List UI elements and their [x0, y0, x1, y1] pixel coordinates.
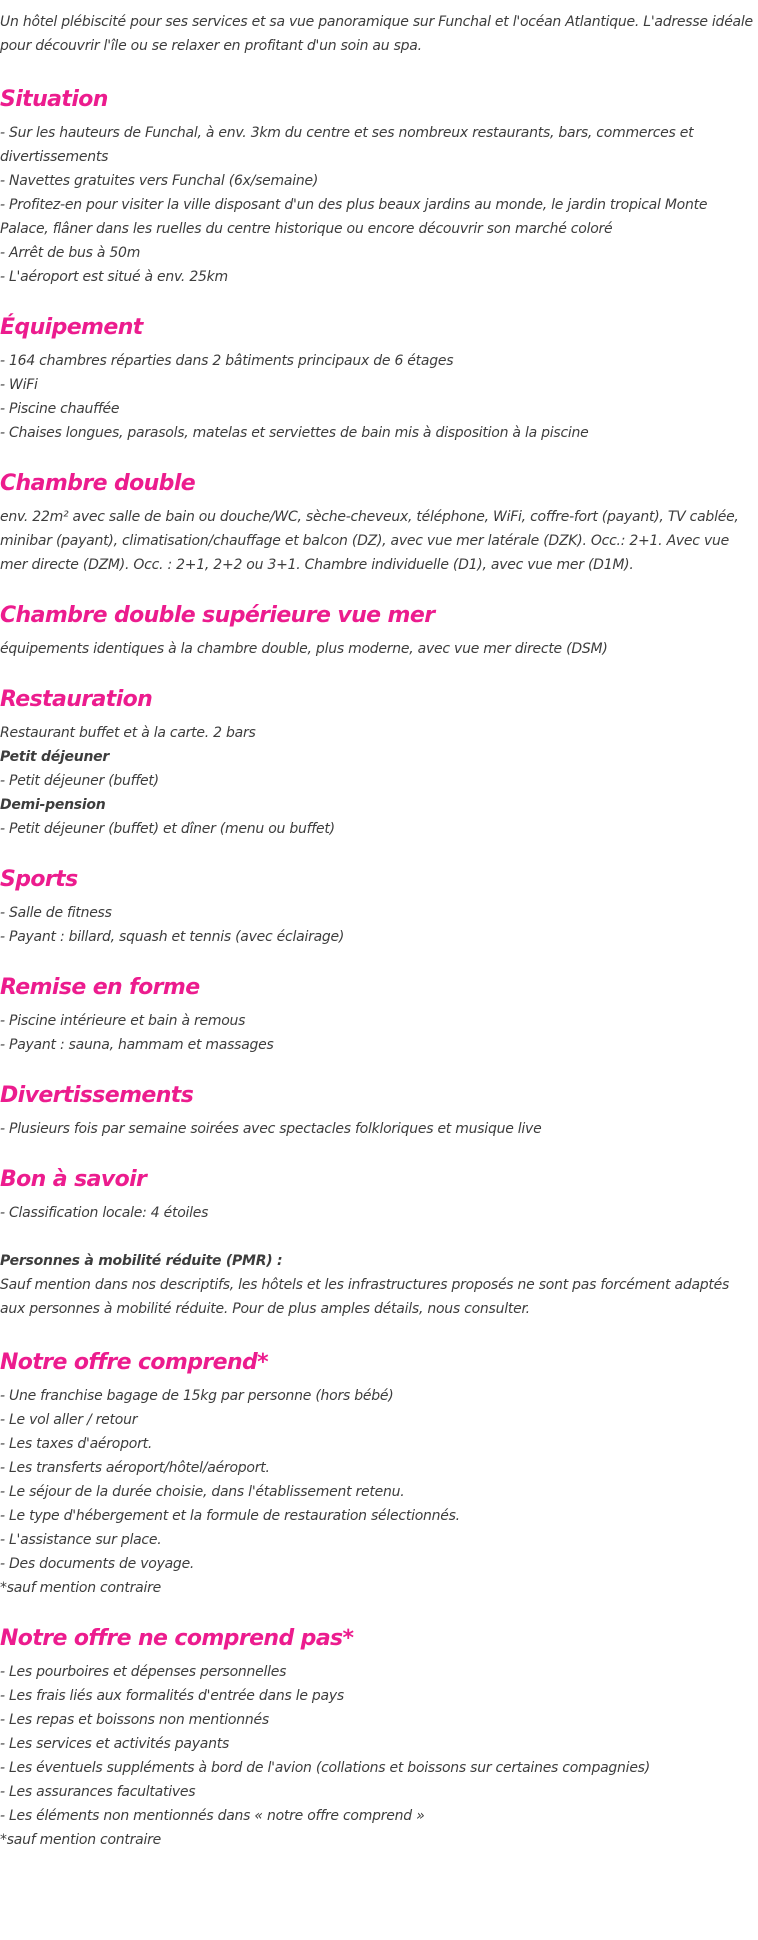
sports-heading: Sports: [0, 867, 78, 892]
list-item: - Payant : sauna, hammam et massages: [0, 1037, 274, 1053]
chambre-superieure-text: équipements identiques à la chambre double, plus moderne, avec vue mer directe (DSM): [0, 641, 608, 657]
list-item: - Les éventuels suppléments à bord de l'avion (collations et boissons sur certaines compagnies): [0, 1760, 650, 1776]
situation-heading: Situation: [0, 87, 108, 112]
equipement-list: [0, 349, 758, 445]
section-situation: [0, 85, 758, 289]
list-item: - Petit déjeuner (buffet) et dîner (menu ou buffet): [0, 821, 335, 837]
petit-dejeuner-label: Petit déjeuner: [0, 749, 110, 765]
list-item: - L'aéroport est situé à env. 25km: [0, 269, 228, 285]
list-item: - Les pourboires et dépenses personnelles: [0, 1664, 287, 1680]
list-item: - Piscine chauffée: [0, 401, 120, 417]
list-item: - Les taxes d'aéroport.: [0, 1436, 153, 1452]
footnote: *sauf mention contraire: [0, 1580, 161, 1596]
section-remise-en-forme: [0, 973, 758, 1057]
section-bon-a-savoir: [0, 1165, 758, 1225]
list-item: - Sur les hauteurs de Funchal, à env. 3km du centre et ses nombreux restaurants, bars, commerces et divertissements: [0, 125, 694, 165]
list-item: - Plusieurs fois par semaine soirées avec spectacles folkloriques et musique live: [0, 1121, 542, 1137]
list-item: - WiFi: [0, 377, 38, 393]
list-item: - Les services et activités payants: [0, 1736, 230, 1752]
list-item: - 164 chambres réparties dans 2 bâtiments principaux de 6 étages: [0, 353, 454, 369]
remise-en-forme-heading: Remise en forme: [0, 975, 200, 1000]
section-offre-ne-comprend-pas: [0, 1624, 758, 1852]
list-item: - Le séjour de la durée choisie, dans l'établissement retenu.: [0, 1484, 405, 1500]
list-item: - Le vol aller / retour: [0, 1412, 138, 1428]
list-item: - L'assistance sur place.: [0, 1532, 162, 1548]
list-item: - Payant : billard, squash et tennis (avec éclairage): [0, 929, 345, 945]
divertissements-heading: Divertissements: [0, 1083, 194, 1108]
list-item: - Le type d'hébergement et la formule de restauration sélectionnés.: [0, 1508, 460, 1524]
section-restauration: [0, 685, 758, 841]
list-item: - Salle de fitness: [0, 905, 112, 921]
list-item: - Petit déjeuner (buffet): [0, 773, 159, 789]
list-item: - Les frais liés aux formalités d'entrée dans le pays: [0, 1688, 344, 1704]
section-chambre-superieure: [0, 601, 758, 661]
section-divertissements: [0, 1081, 758, 1141]
offre-comprend-heading: Notre offre comprend*: [0, 1350, 269, 1375]
list-item: - Piscine intérieure et bain à remous: [0, 1013, 246, 1029]
list-item: - Les repas et boissons non mentionnés: [0, 1712, 269, 1728]
list-item: - Les transferts aéroport/hôtel/aéroport.: [0, 1460, 270, 1476]
section-offre-comprend: [0, 1348, 758, 1600]
restauration-summary: Restaurant buffet et à la carte. 2 bars: [0, 725, 256, 741]
list-item: - Classification locale: 4 étoiles: [0, 1205, 209, 1221]
chambre-double-heading: Chambre double: [0, 471, 196, 496]
section-sports: [0, 865, 758, 949]
chambre-superieure-heading: Chambre double supérieure vue mer: [0, 603, 435, 628]
pmr-label: Personnes à mobilité réduite (PMR) :: [0, 1253, 283, 1269]
restauration-heading: Restauration: [0, 687, 153, 712]
situation-list: [0, 121, 758, 289]
pmr-notice: [0, 1249, 758, 1321]
demi-pension-label: Demi-pension: [0, 797, 106, 813]
pmr-text: Sauf mention dans nos descriptifs, les hôtels et les infrastructures proposés ne sont pas forcément adaptés aux personnes à mobilité réduite. Pour de plus amples détails, nous consulter.: [0, 1277, 730, 1317]
list-item: - Navettes gratuites vers Funchal (6x/semaine): [0, 173, 319, 189]
list-item: - Arrêt de bus à 50m: [0, 245, 141, 261]
list-item: - Des documents de voyage.: [0, 1556, 195, 1572]
list-item: - Chaises longues, parasols, matelas et serviettes de bain mis à disposition à la piscine: [0, 425, 589, 441]
chambre-double-text: env. 22m² avec salle de bain ou douche/WC, sèche-cheveux, téléphone, WiFi, coffre-fort (payant), TV cablée, minibar (payant), climatisation/chauffage et balcon (DZ), avec vue mer latérale (DZK). Occ.: 2+1. Avec vue mer directe (DZM). Occ. : 2+1, 2+2 ou 3+1. Chambre individuelle (D1), avec vue mer (D1M).: [0, 509, 739, 573]
bon-a-savoir-heading: Bon à savoir: [0, 1167, 147, 1192]
intro-text: Un hôtel plébiscité pour ses services et sa vue panoramique sur Funchal et l'océan Atlantique. L'adresse idéale pour découvrir l'île ou se relaxer en profitant d'un soin au spa.: [0, 14, 753, 54]
section-chambre-double: [0, 469, 758, 577]
equipement-heading: Équipement: [0, 315, 143, 340]
section-equipement: [0, 313, 758, 445]
list-item: - Une franchise bagage de 15kg par personne (hors bébé): [0, 1388, 394, 1404]
list-item: - Profitez-en pour visiter la ville disposant d'un des plus beaux jardins au monde, le jardin tropical Monte Palace, flâner dans les ruelles du centre historique ou encore découvrir son marché coloré: [0, 197, 708, 237]
list-item: - Les assurances facultatives: [0, 1784, 196, 1800]
footnote: *sauf mention contraire: [0, 1832, 161, 1848]
list-item: - Les éléments non mentionnés dans « notre offre comprend »: [0, 1808, 425, 1824]
offre-ne-comprend-pas-heading: Notre offre ne comprend pas*: [0, 1626, 354, 1651]
